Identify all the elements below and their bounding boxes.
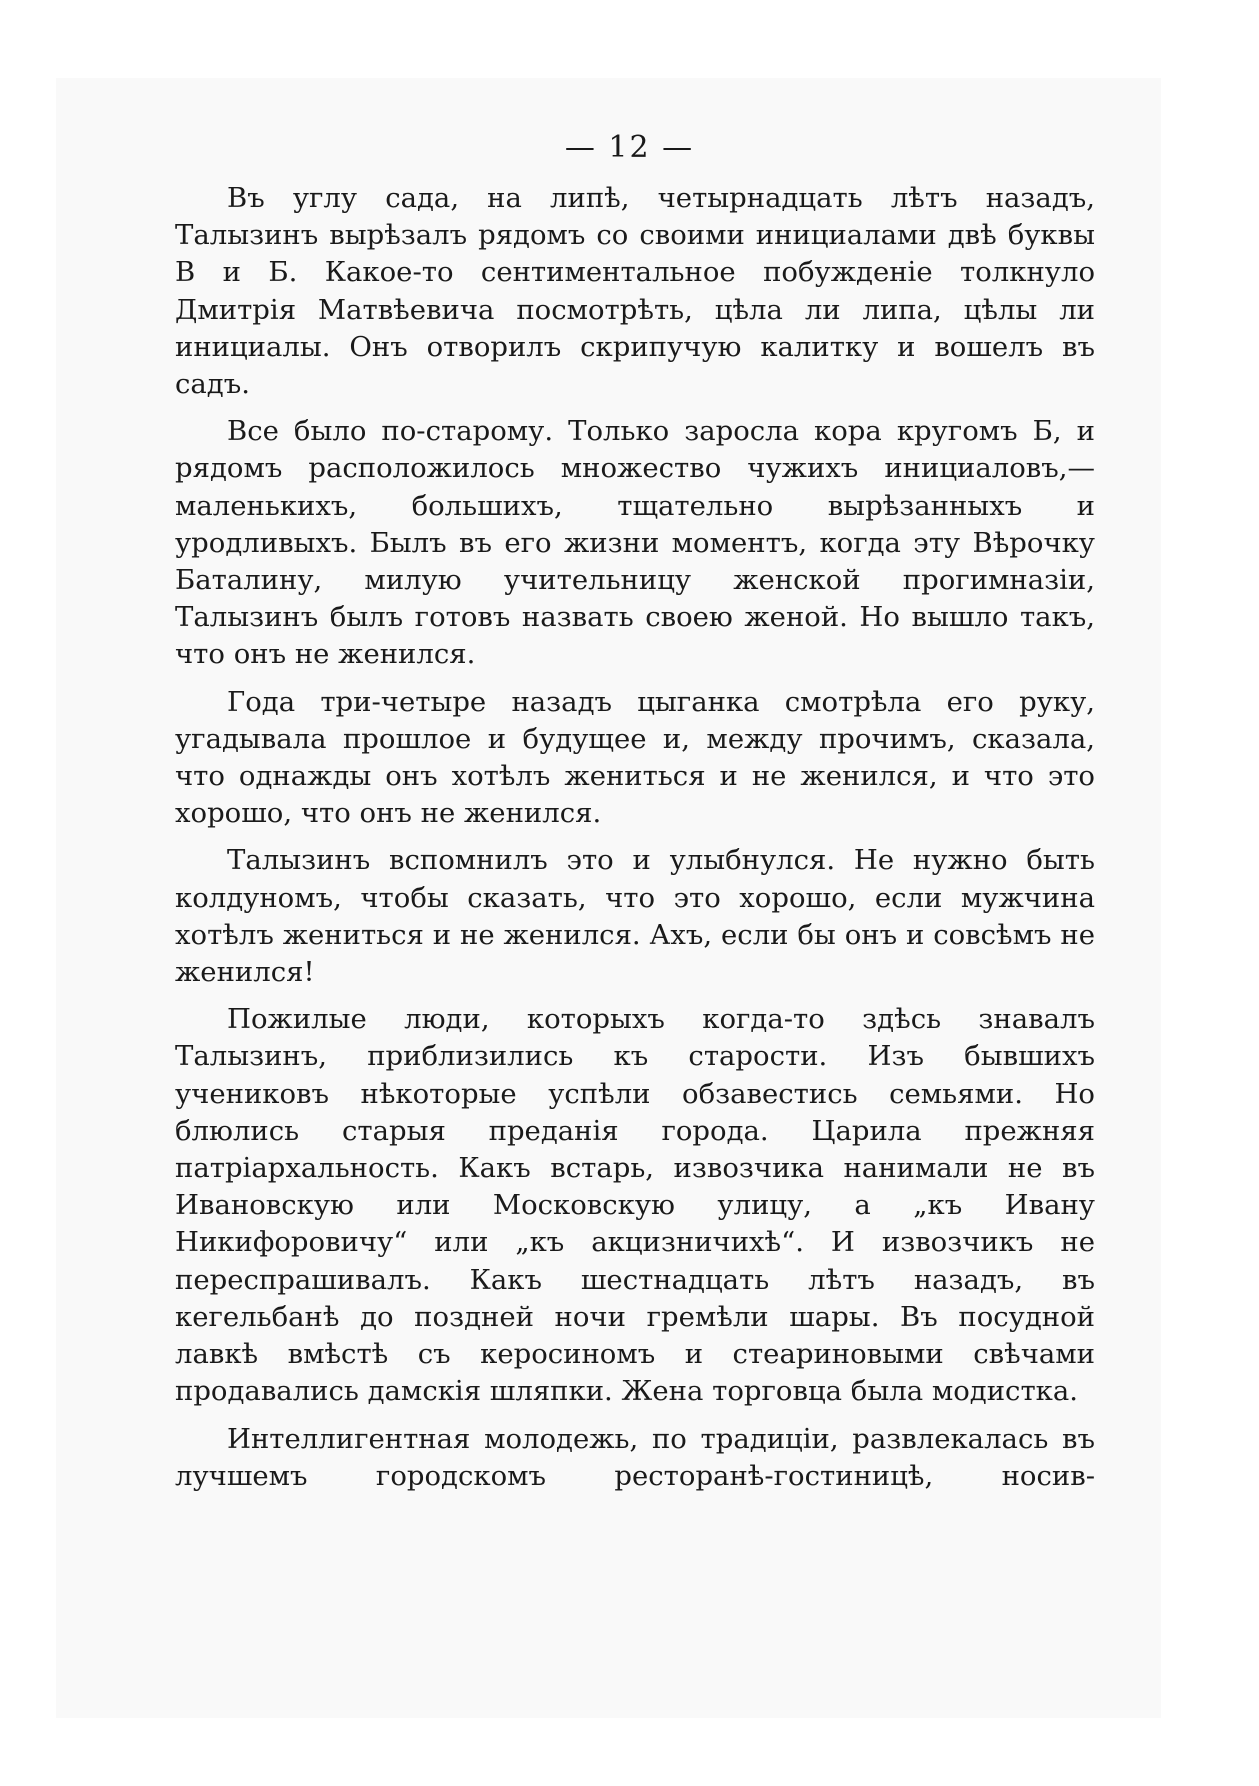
paragraph: Въ углу сада, на липѣ, четырнадцать лѣтъ назадъ, Талызинъ вырѣзалъ рядомъ со своими инициалами двѣ буквы В и Б. Какое-то сентиментальное побужденіе толкнуло Дмитрія Матвѣевича посмотрѣть, цѣла ли липа, цѣлы ли инициалы. Онъ отворилъ скрипучую калитку и вошелъ въ садъ. xyxy=(175,182,1095,401)
paragraph: Интеллигентная молодежь, по традиціи, развлекалась въ лучшемъ городскомъ ресторанѣ-гостиницѣ, носив- xyxy=(175,1422,1095,1492)
paragraph: Пожилые люди, которыхъ когда-то здѣсь знавалъ Талызинъ, приблизились къ старости. Изъ бывшихъ учениковъ нѣкоторые успѣли обзавестись семьями. Но блюлись старыя преданія города. Царила прежняя патріархальность. Какъ встарь, извозчика нанимали не въ Ивановскую или Московскую улицу, а „къ Ивану Никифоровичу“ или „къ акцизничихѣ“. И извозчикъ не переспрашивалъ. Какъ шестнадцать лѣтъ назадъ, въ кегельбанѣ до поздней ночи гремѣли шары. Въ посудной лавкѣ вмѣстѣ съ керосиномъ и стеариновыми свѣчами продавались дамскія шляпки. Жена торговца была модистка. xyxy=(175,1003,1095,1408)
body-text xyxy=(175,180,1095,1505)
paragraph: Талызинъ вспомнилъ это и улыбнулся. Не нужно быть колдуномъ, чтобы сказать, что это хорошо, если мужчина хотѣлъ жениться и не женился. Ахъ, если бы онъ и совсѣмъ не женился! xyxy=(175,844,1095,989)
page-number: — 12 — xyxy=(564,130,695,165)
paragraph: Года три-четыре назадъ цыганка смотрѣла его руку, угадывала прошлое и будущее и, между прочимъ, сказала, что однажды онъ хотѣлъ жениться и не женился, и что это хорошо, что онъ не женился. xyxy=(175,685,1095,830)
paragraph: Все было по-старому. Только заросла кора кругомъ Б, и рядомъ расположилось множество чужихъ инициаловъ,—маленькихъ, большихъ, тщательно вырѣзанныхъ и уродливыхъ. Былъ въ его жизни моментъ, когда эту Вѣрочку Баталину, милую учительницу женской прогимназіи, Талызинъ былъ готовъ назвать своею женой. Но вышло такъ, что онъ не женился. xyxy=(175,415,1095,671)
